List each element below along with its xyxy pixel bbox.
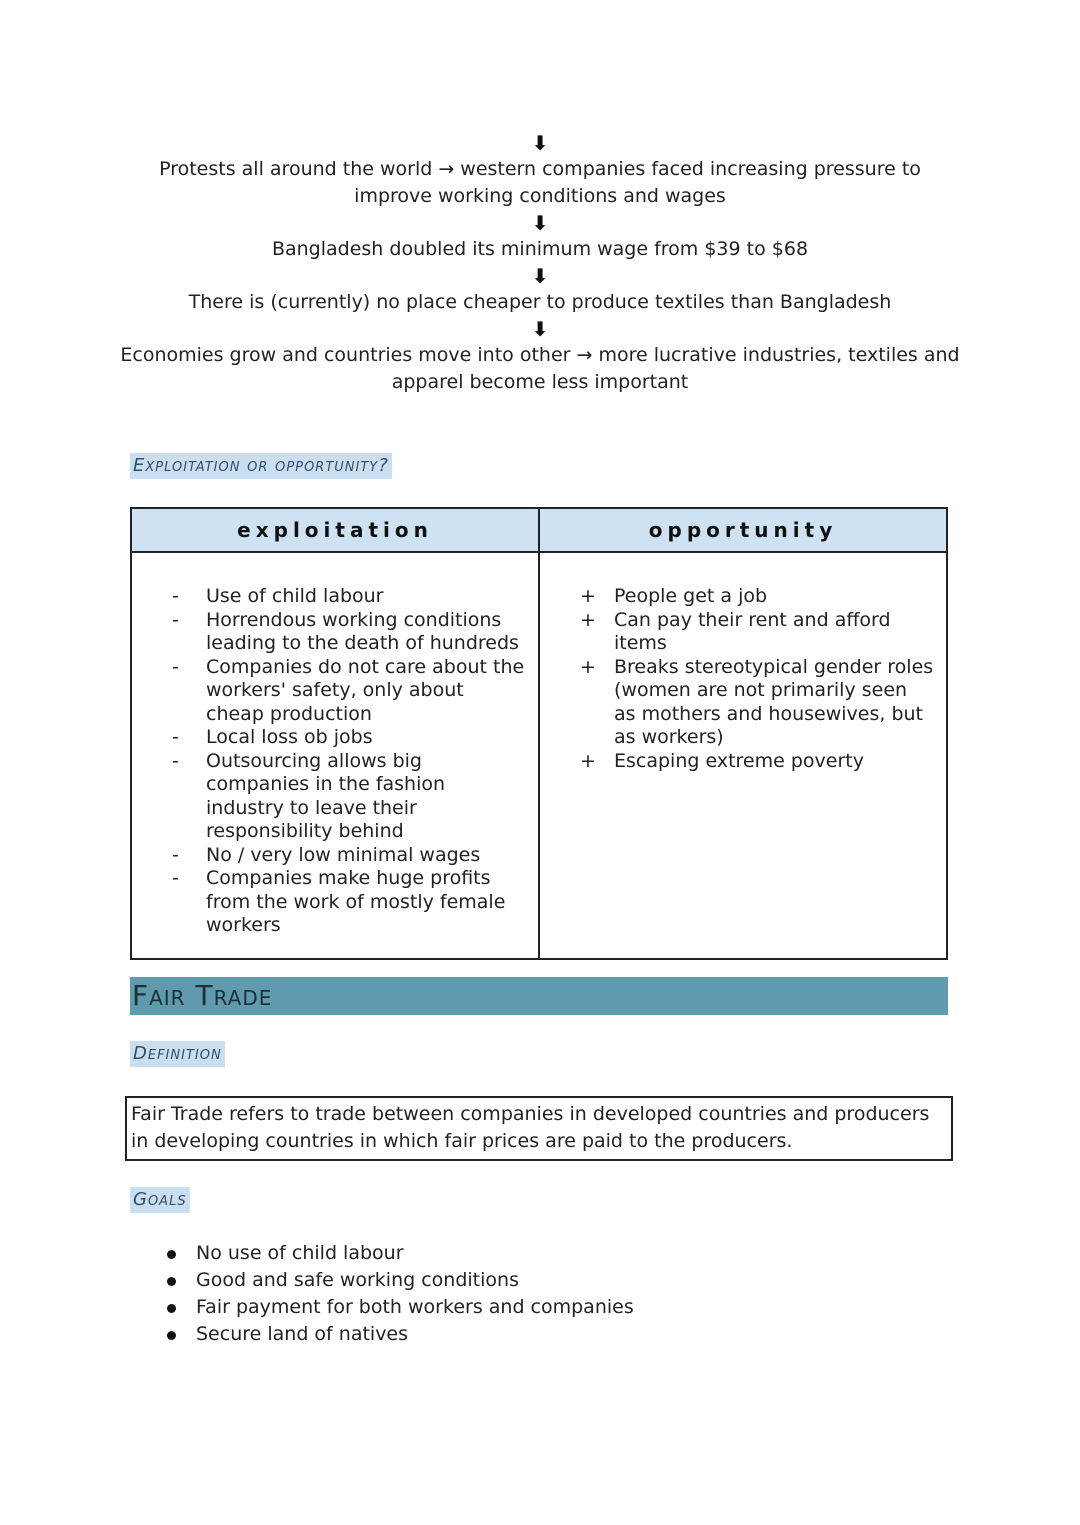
exploitation-item (170, 726, 526, 750)
definition-heading: Definition (130, 1041, 225, 1067)
list-item-text: Use of child labour (206, 585, 384, 607)
bullet-marker: - (172, 843, 179, 866)
flow-step: improve working conditions and wages (354, 185, 726, 207)
comparison-table (130, 507, 948, 960)
exploitation-item (170, 656, 526, 727)
down-arrow-icon: ⬇ (531, 317, 549, 341)
flow-step: apparel become less important (391, 371, 689, 393)
down-arrow-icon: ⬇ (531, 131, 549, 155)
list-item-text: No / very low minimal wages (206, 843, 481, 866)
bullet-dot-icon (167, 1304, 176, 1313)
definition-box: Fair Trade refers to trade between companies in developed countries and producers in developing countries in which fair prices are paid to the producers. (125, 1096, 953, 1161)
list-item-text: People get a job (614, 585, 768, 607)
goal-text: Fair payment for both workers and companies (196, 1296, 634, 1318)
list-item-text: Local loss ob jobs (206, 726, 373, 748)
goal-item (165, 1294, 634, 1321)
goal-text: Secure land of natives (196, 1323, 409, 1345)
bullet-marker: - (172, 749, 179, 772)
bullet-marker: + (580, 655, 596, 678)
bullet-marker: - (172, 608, 179, 631)
flow-step: Bangladesh doubled its minimum wage from $39 to $68 (271, 238, 809, 260)
bullet-marker: - (172, 867, 179, 889)
column-header-exploitation: exploitation (131, 508, 539, 552)
bullet-dot-icon (167, 1277, 176, 1286)
exploitation-item (170, 844, 526, 868)
goal-item (165, 1321, 634, 1348)
section-heading-exploitation-opportunity: Exploitation or opportunity? (130, 453, 392, 479)
exploitation-list (170, 585, 526, 938)
bullet-marker: + (580, 749, 596, 772)
flow-step: Economies grow and countries move into other → more lucrative industries, textiles and (120, 344, 960, 366)
bullet-dot-icon (167, 1250, 176, 1259)
flow-step: Protests all around the world → western companies faced increasing pressure to (159, 158, 921, 180)
exploitation-item (170, 609, 526, 656)
goal-item (165, 1240, 634, 1267)
list-item-text: Can pay their rent and afford items (614, 608, 891, 654)
down-arrow-icon: ⬇ (531, 211, 549, 235)
exploitation-item (170, 585, 526, 609)
bullet-marker: + (580, 585, 596, 607)
goal-item (165, 1267, 634, 1294)
goal-text: Good and safe working conditions (196, 1269, 519, 1291)
opportunity-item (578, 656, 934, 750)
opportunity-list (578, 585, 934, 773)
goals-heading: Goals (130, 1187, 190, 1213)
opportunity-item (578, 585, 934, 609)
exploitation-item (170, 750, 526, 844)
opportunity-item (578, 750, 934, 774)
fair-trade-banner: Fair Trade (130, 977, 948, 1015)
bullet-marker: - (172, 655, 179, 678)
goals-list (165, 1240, 634, 1348)
list-item-text: Companies do not care about the workers' safety, only about cheap production (206, 655, 525, 725)
list-item-text: Companies make huge profits from the work of mostly female workers (206, 867, 506, 936)
bullet-dot-icon (167, 1331, 176, 1340)
exploitation-item (170, 867, 526, 938)
column-header-opportunity: opportunity (539, 508, 947, 552)
flow-chain (0, 130, 1080, 396)
goal-text: No use of child labour (196, 1242, 404, 1264)
flow-step: There is (currently) no place cheaper to produce textiles than Bangladesh (188, 291, 892, 313)
bullet-marker: - (172, 726, 179, 748)
list-item-text: Breaks stereotypical gender roles (women are not primarily seen as mothers and housewives, but as workers) (614, 655, 934, 748)
list-item-text: Horrendous working conditions leading to the death of hundreds (206, 608, 519, 654)
opportunity-item (578, 609, 934, 656)
opportunity-cell (539, 552, 947, 959)
list-item-text: Escaping extreme poverty (614, 749, 864, 772)
list-item-text: Outsourcing allows big companies in the fashion industry to leave their responsibility behind (206, 749, 446, 842)
down-arrow-icon: ⬇ (531, 264, 549, 288)
bullet-marker: + (580, 608, 596, 631)
exploitation-cell (131, 552, 539, 959)
bullet-marker: - (172, 585, 179, 607)
